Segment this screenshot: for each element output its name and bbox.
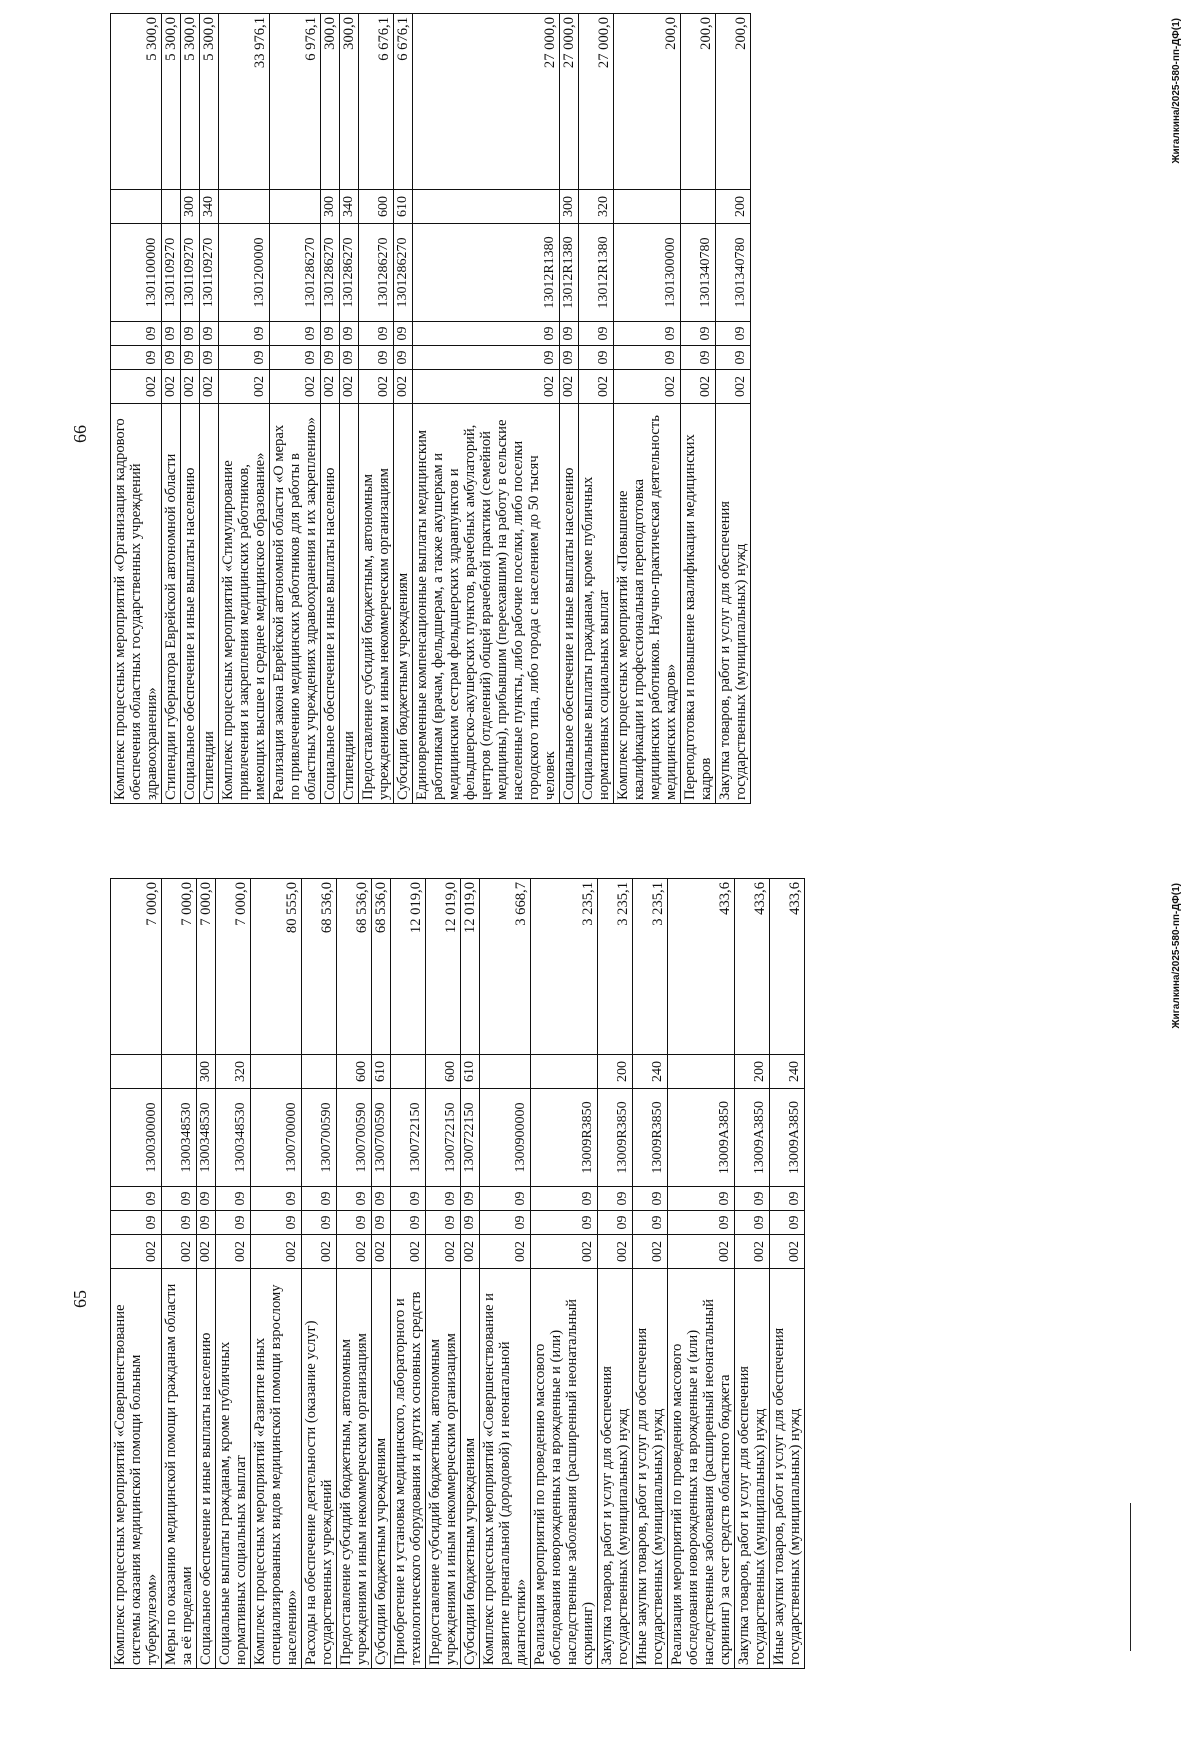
row-section-code: 09 bbox=[394, 346, 413, 370]
row-subsection-code: 09 bbox=[560, 322, 579, 346]
row-name: Стипендии губернатора Еврейской автономной области bbox=[162, 404, 181, 804]
row-subsection-code: 09 bbox=[197, 1187, 216, 1211]
row-expense-type bbox=[302, 1055, 337, 1089]
row-amount: 27 000,0 bbox=[560, 14, 579, 190]
row-subsection-code: 09 bbox=[359, 322, 394, 346]
table-row bbox=[716, 14, 751, 804]
table-row bbox=[251, 879, 302, 1669]
row-expense-type: 610 bbox=[394, 190, 413, 224]
row-gr-code: 002 bbox=[337, 1235, 372, 1269]
row-target-article: 1301286270 bbox=[359, 224, 394, 322]
row-expense-type: 200 bbox=[598, 1055, 633, 1089]
row-section-code: 09 bbox=[111, 346, 162, 370]
row-name: Предоставление субсидий бюджетным, автономным учреждениям и иным некоммерческим организациям bbox=[359, 404, 394, 804]
row-subsection-code: 09 bbox=[200, 322, 219, 346]
row-amount: 6 976,1 bbox=[270, 14, 321, 190]
row-target-article: 13009A3850 bbox=[735, 1089, 770, 1187]
row-target-article: 13012R1380 bbox=[579, 224, 614, 322]
row-gr-code: 002 bbox=[770, 1235, 805, 1269]
row-amount: 200,0 bbox=[614, 14, 681, 190]
row-section-code: 09 bbox=[219, 346, 270, 370]
row-subsection-code: 09 bbox=[461, 1187, 480, 1211]
row-section-code: 09 bbox=[735, 1211, 770, 1235]
row-amount: 3 235,1 bbox=[598, 879, 633, 1055]
row-gr-code: 002 bbox=[162, 370, 181, 404]
row-target-article: 1300722150 bbox=[426, 1089, 461, 1187]
table-row bbox=[181, 14, 200, 804]
table-row bbox=[321, 14, 340, 804]
row-gr-code: 002 bbox=[391, 1235, 426, 1269]
row-name: Комплекс процессных мероприятий «Повышение квалификации и профессиональная переподготовка медицинских работников. Научно-практическая деятельность медицинских кадров» bbox=[614, 404, 681, 804]
row-gr-code: 002 bbox=[181, 370, 200, 404]
table-row bbox=[302, 879, 337, 1669]
row-amount: 433,6 bbox=[770, 879, 805, 1055]
row-section-code: 09 bbox=[633, 1211, 668, 1235]
row-subsection-code: 09 bbox=[162, 322, 181, 346]
row-subsection-code: 09 bbox=[716, 322, 751, 346]
table-row bbox=[668, 879, 735, 1669]
row-amount: 27 000,0 bbox=[413, 14, 560, 190]
row-target-article: 1301200000 bbox=[219, 224, 270, 322]
row-name: Субсидии бюджетным учреждениям bbox=[394, 404, 413, 804]
table-row bbox=[413, 14, 560, 804]
row-expense-type: 340 bbox=[200, 190, 219, 224]
row-amount: 5 300,0 bbox=[162, 14, 181, 190]
row-section-code: 09 bbox=[181, 346, 200, 370]
row-expense-type bbox=[668, 1055, 735, 1089]
row-section-code: 09 bbox=[372, 1211, 391, 1235]
row-target-article: 1300900000 bbox=[480, 1089, 531, 1187]
page-number: 65 bbox=[70, 1290, 90, 1308]
row-target-article: 13009R3850 bbox=[531, 1089, 598, 1187]
row-subsection-code: 09 bbox=[579, 322, 614, 346]
row-name: Социальные выплаты гражданам, кроме публичных нормативных социальных выплат bbox=[579, 404, 614, 804]
row-amount: 12 019,0 bbox=[426, 879, 461, 1055]
row-subsection-code: 09 bbox=[480, 1187, 531, 1211]
row-target-article: 13009R3850 bbox=[598, 1089, 633, 1187]
row-expense-type bbox=[614, 190, 681, 224]
row-gr-code: 002 bbox=[560, 370, 579, 404]
row-gr-code: 002 bbox=[716, 370, 751, 404]
row-expense-type bbox=[391, 1055, 426, 1089]
row-section-code: 09 bbox=[413, 346, 560, 370]
row-target-article: 1300700000 bbox=[251, 1089, 302, 1187]
row-subsection-code: 09 bbox=[668, 1187, 735, 1211]
table-row bbox=[633, 879, 668, 1669]
row-section-code: 09 bbox=[668, 1211, 735, 1235]
row-name: Закупка товаров, работ и услуг для обеспечения государственных (муниципальных) нужд bbox=[735, 1269, 770, 1669]
row-gr-code: 002 bbox=[413, 370, 560, 404]
row-target-article: 13009A3850 bbox=[668, 1089, 735, 1187]
budget-table bbox=[110, 878, 805, 1669]
row-expense-type: 300 bbox=[321, 190, 340, 224]
row-name: Субсидии бюджетным учреждениям bbox=[372, 1269, 391, 1669]
row-expense-type: 200 bbox=[735, 1055, 770, 1089]
row-expense-type: 340 bbox=[340, 190, 359, 224]
row-gr-code: 002 bbox=[614, 370, 681, 404]
row-expense-type bbox=[251, 1055, 302, 1089]
row-expense-type: 300 bbox=[181, 190, 200, 224]
row-gr-code: 002 bbox=[162, 1235, 197, 1269]
table-row bbox=[111, 14, 162, 804]
row-expense-type: 600 bbox=[426, 1055, 461, 1089]
row-gr-code: 002 bbox=[302, 1235, 337, 1269]
row-amount: 433,6 bbox=[668, 879, 735, 1055]
row-section-code: 09 bbox=[359, 346, 394, 370]
row-target-article: 13009A3850 bbox=[770, 1089, 805, 1187]
row-gr-code: 002 bbox=[216, 1235, 251, 1269]
row-name: Приобретение и установка медицинского, лабораторного и технологического оборудования и других основных средств bbox=[391, 1269, 426, 1669]
row-section-code: 09 bbox=[461, 1211, 480, 1235]
row-name: Стипендии bbox=[340, 404, 359, 804]
row-section-code: 09 bbox=[391, 1211, 426, 1235]
table-row bbox=[200, 14, 219, 804]
row-amount: 68 536,0 bbox=[337, 879, 372, 1055]
row-amount: 3 235,1 bbox=[633, 879, 668, 1055]
table-row bbox=[359, 14, 394, 804]
row-section-code: 09 bbox=[270, 346, 321, 370]
row-name: Социальное обеспечение и иные выплаты населению bbox=[181, 404, 200, 804]
row-expense-type bbox=[413, 190, 560, 224]
row-section-code: 09 bbox=[480, 1211, 531, 1235]
row-amount: 7 000,0 bbox=[197, 879, 216, 1055]
row-expense-type: 240 bbox=[633, 1055, 668, 1089]
row-amount: 433,6 bbox=[735, 879, 770, 1055]
row-gr-code: 002 bbox=[219, 370, 270, 404]
table-row bbox=[270, 14, 321, 804]
row-name: Комплекс процессных мероприятий «Совершенствование и развитие пренатальной (дородовой) и неонатальной диагностики» bbox=[480, 1269, 531, 1669]
row-section-code: 09 bbox=[426, 1211, 461, 1235]
row-expense-type bbox=[681, 190, 716, 224]
row-subsection-code: 09 bbox=[270, 322, 321, 346]
row-expense-type bbox=[111, 1055, 162, 1089]
table-row bbox=[372, 879, 391, 1669]
row-target-article: 1301340780 bbox=[716, 224, 751, 322]
row-gr-code: 002 bbox=[394, 370, 413, 404]
row-target-article: 1300722150 bbox=[391, 1089, 426, 1187]
row-target-article: 1301286270 bbox=[270, 224, 321, 322]
row-section-code: 09 bbox=[162, 346, 181, 370]
row-subsection-code: 09 bbox=[251, 1187, 302, 1211]
row-amount: 27 000,0 bbox=[579, 14, 614, 190]
footer-code: Жигалкина/2025-580-пп-ДФ(1) bbox=[1171, 18, 1182, 164]
footer-code: Жигалкина/2025-580-пп-ДФ(1) bbox=[1171, 883, 1182, 1029]
row-amount: 5 300,0 bbox=[111, 14, 162, 190]
table-row bbox=[340, 14, 359, 804]
row-target-article: 1300300000 bbox=[111, 1089, 162, 1187]
table-row bbox=[426, 879, 461, 1669]
row-amount: 33 976,1 bbox=[219, 14, 270, 190]
row-name: Реализация закона Еврейской автономной области «О мерах по привлечению медицинских работников для работы в областных учреждениях здравоохранения и их закреплению» bbox=[270, 404, 321, 804]
row-expense-type: 610 bbox=[461, 1055, 480, 1089]
row-name: Комплекс процессных мероприятий «Совершенствование системы оказания медицинской помощи больным туберкулезом» bbox=[111, 1269, 162, 1669]
row-subsection-code: 09 bbox=[321, 322, 340, 346]
row-section-code: 09 bbox=[579, 346, 614, 370]
row-name: Закупка товаров, работ и услуг для обеспечения государственных (муниципальных) нужд bbox=[598, 1269, 633, 1669]
row-gr-code: 002 bbox=[200, 370, 219, 404]
row-expense-type: 610 bbox=[372, 1055, 391, 1089]
row-target-article: 1301300000 bbox=[614, 224, 681, 322]
row-subsection-code: 09 bbox=[413, 322, 560, 346]
row-subsection-code: 09 bbox=[426, 1187, 461, 1211]
row-amount: 300,0 bbox=[340, 14, 359, 190]
row-subsection-code: 09 bbox=[391, 1187, 426, 1211]
row-section-code: 09 bbox=[197, 1211, 216, 1235]
page-65 bbox=[0, 869, 1200, 1729]
row-gr-code: 002 bbox=[531, 1235, 598, 1269]
table-row bbox=[735, 879, 770, 1669]
row-section-code: 09 bbox=[340, 346, 359, 370]
row-amount: 12 019,0 bbox=[391, 879, 426, 1055]
row-subsection-code: 09 bbox=[302, 1187, 337, 1211]
row-name: Социальное обеспечение и иные выплаты населению bbox=[197, 1269, 216, 1669]
row-name: Комплекс процессных мероприятий «Развитие иных специализированных видов медицинской помощи взрослому населению» bbox=[251, 1269, 302, 1669]
table-row bbox=[461, 879, 480, 1669]
row-amount: 3 235,1 bbox=[531, 879, 598, 1055]
row-subsection-code: 09 bbox=[633, 1187, 668, 1211]
budget-table bbox=[110, 13, 751, 804]
table-row bbox=[531, 879, 598, 1669]
row-gr-code: 002 bbox=[251, 1235, 302, 1269]
row-section-code: 09 bbox=[302, 1211, 337, 1235]
row-gr-code: 002 bbox=[340, 370, 359, 404]
row-amount: 6 676,1 bbox=[359, 14, 394, 190]
table-row bbox=[219, 14, 270, 804]
row-gr-code: 002 bbox=[359, 370, 394, 404]
row-name: Предоставление субсидий бюджетным, автономным учреждениям и иным некоммерческим организациям bbox=[337, 1269, 372, 1669]
row-section-code: 09 bbox=[321, 346, 340, 370]
row-gr-code: 002 bbox=[111, 1235, 162, 1269]
row-expense-type: 320 bbox=[579, 190, 614, 224]
row-gr-code: 002 bbox=[735, 1235, 770, 1269]
row-section-code: 09 bbox=[162, 1211, 197, 1235]
row-target-article: 1301109270 bbox=[181, 224, 200, 322]
row-name: Расходы на обеспечение деятельности (оказание услуг) государственных учреждений bbox=[302, 1269, 337, 1669]
row-expense-type: 240 bbox=[770, 1055, 805, 1089]
row-expense-type: 600 bbox=[359, 190, 394, 224]
row-amount: 200,0 bbox=[681, 14, 716, 190]
table-row bbox=[162, 879, 197, 1669]
row-section-code: 09 bbox=[716, 346, 751, 370]
row-target-article: 1300700590 bbox=[372, 1089, 391, 1187]
row-amount: 300,0 bbox=[321, 14, 340, 190]
row-name: Реализация мероприятий по проведению массового обследования новорожденных на врожденные и (или) наследственные заболевания (расширенный неонатальный скрининг) bbox=[531, 1269, 598, 1669]
row-subsection-code: 09 bbox=[531, 1187, 598, 1211]
row-section-code: 09 bbox=[770, 1211, 805, 1235]
row-amount: 68 536,0 bbox=[302, 879, 337, 1055]
row-name: Реализация мероприятий по проведению массового обследования новорожденных на врожденные и (или) наследственные заболевания (расширенный неонатальный скрининг) за счет средств областного бюджета bbox=[668, 1269, 735, 1669]
row-section-code: 09 bbox=[337, 1211, 372, 1235]
row-section-code: 09 bbox=[216, 1211, 251, 1235]
row-gr-code: 002 bbox=[480, 1235, 531, 1269]
row-name: Иные закупки товаров, работ и услуг для обеспечения государственных (муниципальных) нужд bbox=[770, 1269, 805, 1669]
row-target-article: 1300700590 bbox=[337, 1089, 372, 1187]
row-target-article: 1301109270 bbox=[162, 224, 181, 322]
row-amount: 68 536,0 bbox=[372, 879, 391, 1055]
row-amount: 5 300,0 bbox=[200, 14, 219, 190]
row-section-code: 09 bbox=[560, 346, 579, 370]
row-expense-type bbox=[531, 1055, 598, 1089]
row-gr-code: 002 bbox=[598, 1235, 633, 1269]
table-row bbox=[216, 879, 251, 1669]
row-subsection-code: 09 bbox=[219, 322, 270, 346]
row-subsection-code: 09 bbox=[394, 322, 413, 346]
table-row bbox=[598, 879, 633, 1669]
row-amount: 7 000,0 bbox=[162, 879, 197, 1055]
row-expense-type: 300 bbox=[197, 1055, 216, 1089]
row-name: Предоставление субсидий бюджетным, автономным учреждениям и иным некоммерческим организациям bbox=[426, 1269, 461, 1669]
page-number: 66 bbox=[70, 425, 90, 443]
row-gr-code: 002 bbox=[668, 1235, 735, 1269]
row-expense-type: 320 bbox=[216, 1055, 251, 1089]
row-target-article: 13012R1380 bbox=[413, 224, 560, 322]
row-amount: 6 676,1 bbox=[394, 14, 413, 190]
row-gr-code: 002 bbox=[579, 370, 614, 404]
row-subsection-code: 09 bbox=[770, 1187, 805, 1211]
row-gr-code: 002 bbox=[321, 370, 340, 404]
row-name: Иные закупки товаров, работ и услуг для обеспечения государственных (муниципальных) нужд bbox=[633, 1269, 668, 1669]
row-target-article: 1300722150 bbox=[461, 1089, 480, 1187]
row-amount: 5 300,0 bbox=[181, 14, 200, 190]
row-subsection-code: 09 bbox=[372, 1187, 391, 1211]
row-name: Комплекс процессных мероприятий «Организация кадрового обеспечения областных государственных учреждений здравоохранения» bbox=[111, 404, 162, 804]
row-expense-type: 600 bbox=[337, 1055, 372, 1089]
row-section-code: 09 bbox=[681, 346, 716, 370]
row-subsection-code: 09 bbox=[111, 1187, 162, 1211]
row-subsection-code: 09 bbox=[216, 1187, 251, 1211]
row-name: Социальные выплаты гражданам, кроме публичных нормативных социальных выплат bbox=[216, 1269, 251, 1669]
table-row bbox=[391, 879, 426, 1669]
row-target-article: 1300348530 bbox=[216, 1089, 251, 1187]
page-66 bbox=[0, 4, 1200, 864]
row-target-article: 1301100000 bbox=[111, 224, 162, 322]
row-target-article: 1301109270 bbox=[200, 224, 219, 322]
row-target-article: 13009R3850 bbox=[633, 1089, 668, 1187]
row-expense-type bbox=[162, 1055, 197, 1089]
row-target-article: 1301286270 bbox=[340, 224, 359, 322]
row-subsection-code: 09 bbox=[111, 322, 162, 346]
row-section-code: 09 bbox=[598, 1211, 633, 1235]
table-row bbox=[480, 879, 531, 1669]
table-row bbox=[614, 14, 681, 804]
row-subsection-code: 09 bbox=[181, 322, 200, 346]
row-name: Социальное обеспечение и иные выплаты населению bbox=[560, 404, 579, 804]
row-name: Стипендии bbox=[200, 404, 219, 804]
row-amount: 80 555,0 bbox=[251, 879, 302, 1055]
row-section-code: 09 bbox=[111, 1211, 162, 1235]
row-subsection-code: 09 bbox=[614, 322, 681, 346]
table-row bbox=[162, 14, 181, 804]
row-gr-code: 002 bbox=[681, 370, 716, 404]
row-section-code: 09 bbox=[251, 1211, 302, 1235]
row-target-article: 1300348530 bbox=[162, 1089, 197, 1187]
row-subsection-code: 09 bbox=[162, 1187, 197, 1211]
row-name: Комплекс процессных мероприятий «Стимулирование привлечения и закрепления медицинских работников, имеющих высшее и среднее медицинское образование» bbox=[219, 404, 270, 804]
row-target-article: 1301340780 bbox=[681, 224, 716, 322]
row-amount: 7 000,0 bbox=[216, 879, 251, 1055]
table-row bbox=[197, 879, 216, 1669]
table-row bbox=[560, 14, 579, 804]
row-expense-type bbox=[219, 190, 270, 224]
row-target-article: 1301286270 bbox=[321, 224, 340, 322]
table-row bbox=[681, 14, 716, 804]
row-target-article: 1300348530 bbox=[197, 1089, 216, 1187]
row-expense-type bbox=[111, 190, 162, 224]
row-name: Меры по оказанию медицинской помощи гражданам области за её пределами bbox=[162, 1269, 197, 1669]
table-row bbox=[770, 879, 805, 1669]
row-name: Закупка товаров, работ и услуг для обеспечения государственных (муниципальных) нужд bbox=[716, 404, 751, 804]
row-target-article: 1301286270 bbox=[394, 224, 413, 322]
row-name: Переподготовка и повышение квалификации медицинских кадров bbox=[681, 404, 716, 804]
row-subsection-code: 09 bbox=[735, 1187, 770, 1211]
row-target-article: 13012R1380 bbox=[560, 224, 579, 322]
row-expense-type bbox=[162, 190, 181, 224]
row-name: Единовременные компенсационные выплаты медицинским работникам (врачам, фельдшерам, а также акушеркам и медицинским сестрам фельдшерских здравпунктов и фельдшерско-акушерских пунктов, врачебных амбулаторий, центров (отделений) общей врачебной практики (семейной медицины), прибывшим (переехавшим) на работу в сельские населенные пункты, либо рабочие поселки, либо поселки городского типа, либо города с населением до 50 тысяч человек bbox=[413, 404, 560, 804]
table-row bbox=[394, 14, 413, 804]
row-gr-code: 002 bbox=[270, 370, 321, 404]
row-amount: 12 019,0 bbox=[461, 879, 480, 1055]
row-expense-type: 300 bbox=[560, 190, 579, 224]
row-gr-code: 002 bbox=[111, 370, 162, 404]
row-target-article: 1300700590 bbox=[302, 1089, 337, 1187]
row-amount: 3 668,7 bbox=[480, 879, 531, 1055]
row-gr-code: 002 bbox=[633, 1235, 668, 1269]
row-section-code: 09 bbox=[531, 1211, 598, 1235]
table-row bbox=[337, 879, 372, 1669]
row-section-code: 09 bbox=[200, 346, 219, 370]
row-gr-code: 002 bbox=[461, 1235, 480, 1269]
row-name: Социальное обеспечение и иные выплаты населению bbox=[321, 404, 340, 804]
row-name: Субсидии бюджетным учреждениям bbox=[461, 1269, 480, 1669]
row-subsection-code: 09 bbox=[598, 1187, 633, 1211]
row-expense-type: 200 bbox=[716, 190, 751, 224]
row-expense-type bbox=[480, 1055, 531, 1089]
row-section-code: 09 bbox=[614, 346, 681, 370]
row-gr-code: 002 bbox=[372, 1235, 391, 1269]
row-subsection-code: 09 bbox=[337, 1187, 372, 1211]
row-subsection-code: 09 bbox=[340, 322, 359, 346]
row-gr-code: 002 bbox=[426, 1235, 461, 1269]
row-amount: 200,0 bbox=[716, 14, 751, 190]
row-gr-code: 002 bbox=[197, 1235, 216, 1269]
footnote-line bbox=[1130, 1503, 1131, 1651]
table-row bbox=[579, 14, 614, 804]
row-amount: 7 000,0 bbox=[111, 879, 162, 1055]
table-row bbox=[111, 879, 162, 1669]
row-subsection-code: 09 bbox=[681, 322, 716, 346]
row-expense-type bbox=[270, 190, 321, 224]
